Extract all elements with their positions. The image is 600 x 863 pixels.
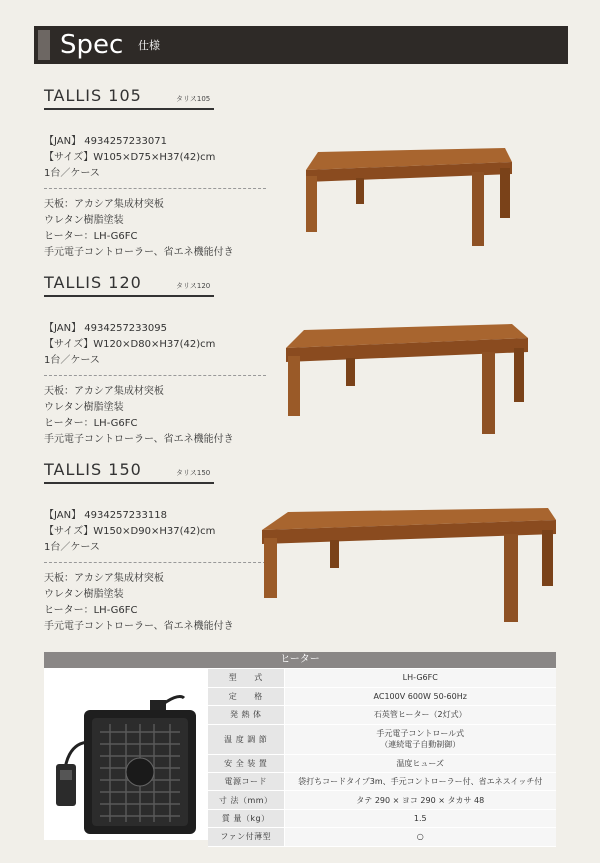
size: 【サイズ】W150×D90×H37(42)cm	[44, 526, 216, 537]
material-line: 天板：アカシア集成材突板	[44, 199, 164, 210]
product-name: TALLIS 120	[44, 273, 142, 292]
header-accent	[38, 30, 50, 60]
spec-row	[208, 773, 556, 791]
table-image-150	[258, 504, 558, 628]
jan-code: 【JAN】 4934257233071	[44, 136, 167, 147]
spec-row	[208, 791, 556, 809]
material-line: 手元電子コントローラー、省エネ機能付き	[44, 434, 234, 445]
page-title: Spec	[60, 30, 124, 60]
quantity: 1台／ケース	[44, 168, 100, 179]
title-underline	[44, 295, 214, 297]
spec-value: AC100V 600W 50-60Hz	[284, 687, 556, 705]
spec-value: 1.5	[284, 809, 556, 827]
spec-value-line: （連続電子自動制御）	[380, 740, 461, 750]
divider	[44, 375, 266, 376]
size: 【サイズ】W105×D75×H37(42)cm	[44, 152, 216, 163]
title-underline	[44, 108, 214, 110]
product-subname: タリス105	[176, 95, 211, 103]
spec-row	[208, 828, 556, 846]
spec-row	[208, 687, 556, 705]
material-line: ウレタン樹脂塗装	[44, 589, 124, 600]
spec-key: 電源コード	[208, 773, 284, 791]
material-line: 手元電子コントローラー、省エネ機能付き	[44, 247, 234, 258]
heater-title: ヒーター	[44, 652, 556, 668]
table-image-105	[300, 140, 520, 250]
divider	[44, 562, 266, 563]
material-line: 手元電子コントローラー、省エネ機能付き	[44, 621, 234, 632]
product-name: TALLIS 105	[44, 86, 142, 105]
material-line: 天板：アカシア集成材突板	[44, 573, 164, 584]
spec-value: 袋打ちコードタイプ3m、手元コントローラー付、省エネスイッチ付	[284, 773, 556, 791]
material-line: ヒーター：LH-G6FC	[44, 418, 138, 429]
spec-row	[208, 754, 556, 772]
spec-key: 質 量（kg）	[208, 809, 284, 827]
spec-row	[208, 669, 556, 687]
material-line: ヒーター：LH-G6FC	[44, 605, 138, 616]
spec-value: ○	[284, 828, 556, 846]
jan-code: 【JAN】 4934257233095	[44, 323, 167, 334]
spec-value	[284, 724, 556, 754]
material-line: ヒーター：LH-G6FC	[44, 231, 138, 242]
spec-value-line: 手元電子コントロール式	[376, 729, 465, 739]
spec-key: 温 度 調 節	[208, 724, 284, 754]
spec-value: 石英管ヒーター（2灯式）	[284, 706, 556, 724]
title-underline	[44, 482, 214, 484]
material-line: ウレタン樹脂塗装	[44, 402, 124, 413]
divider	[44, 188, 266, 189]
spec-key: 型 式	[208, 669, 284, 687]
spec-key: 定 格	[208, 687, 284, 705]
spec-key: 寸 法（mm）	[208, 791, 284, 809]
size: 【サイズ】W120×D80×H37(42)cm	[44, 339, 216, 350]
product-subname: タリス120	[176, 282, 211, 290]
spec-value: タテ 290 × ヨコ 290 × タカサ 48	[284, 791, 556, 809]
spec-key: ファン付薄型	[208, 828, 284, 846]
spec-value: LH-G6FC	[284, 669, 556, 687]
spec-row	[208, 809, 556, 827]
jan-code: 【JAN】 4934257233118	[44, 510, 167, 521]
heater-photo	[50, 672, 200, 836]
quantity: 1台／ケース	[44, 542, 100, 553]
spec-row	[208, 706, 556, 724]
table-image-120	[282, 320, 532, 440]
spec-key: 安 全 装 置	[208, 754, 284, 772]
spec-value: 温度ヒューズ	[284, 754, 556, 772]
spec-row	[208, 724, 556, 754]
material-line: 天板：アカシア集成材突板	[44, 386, 164, 397]
heater-spec-table	[208, 669, 556, 847]
product-subname: タリス150	[176, 469, 211, 477]
quantity: 1台／ケース	[44, 355, 100, 366]
material-line: ウレタン樹脂塗装	[44, 215, 124, 226]
product-name: TALLIS 150	[44, 460, 142, 479]
page-subtitle: 仕様	[138, 39, 160, 52]
spec-key: 発 熱 体	[208, 706, 284, 724]
